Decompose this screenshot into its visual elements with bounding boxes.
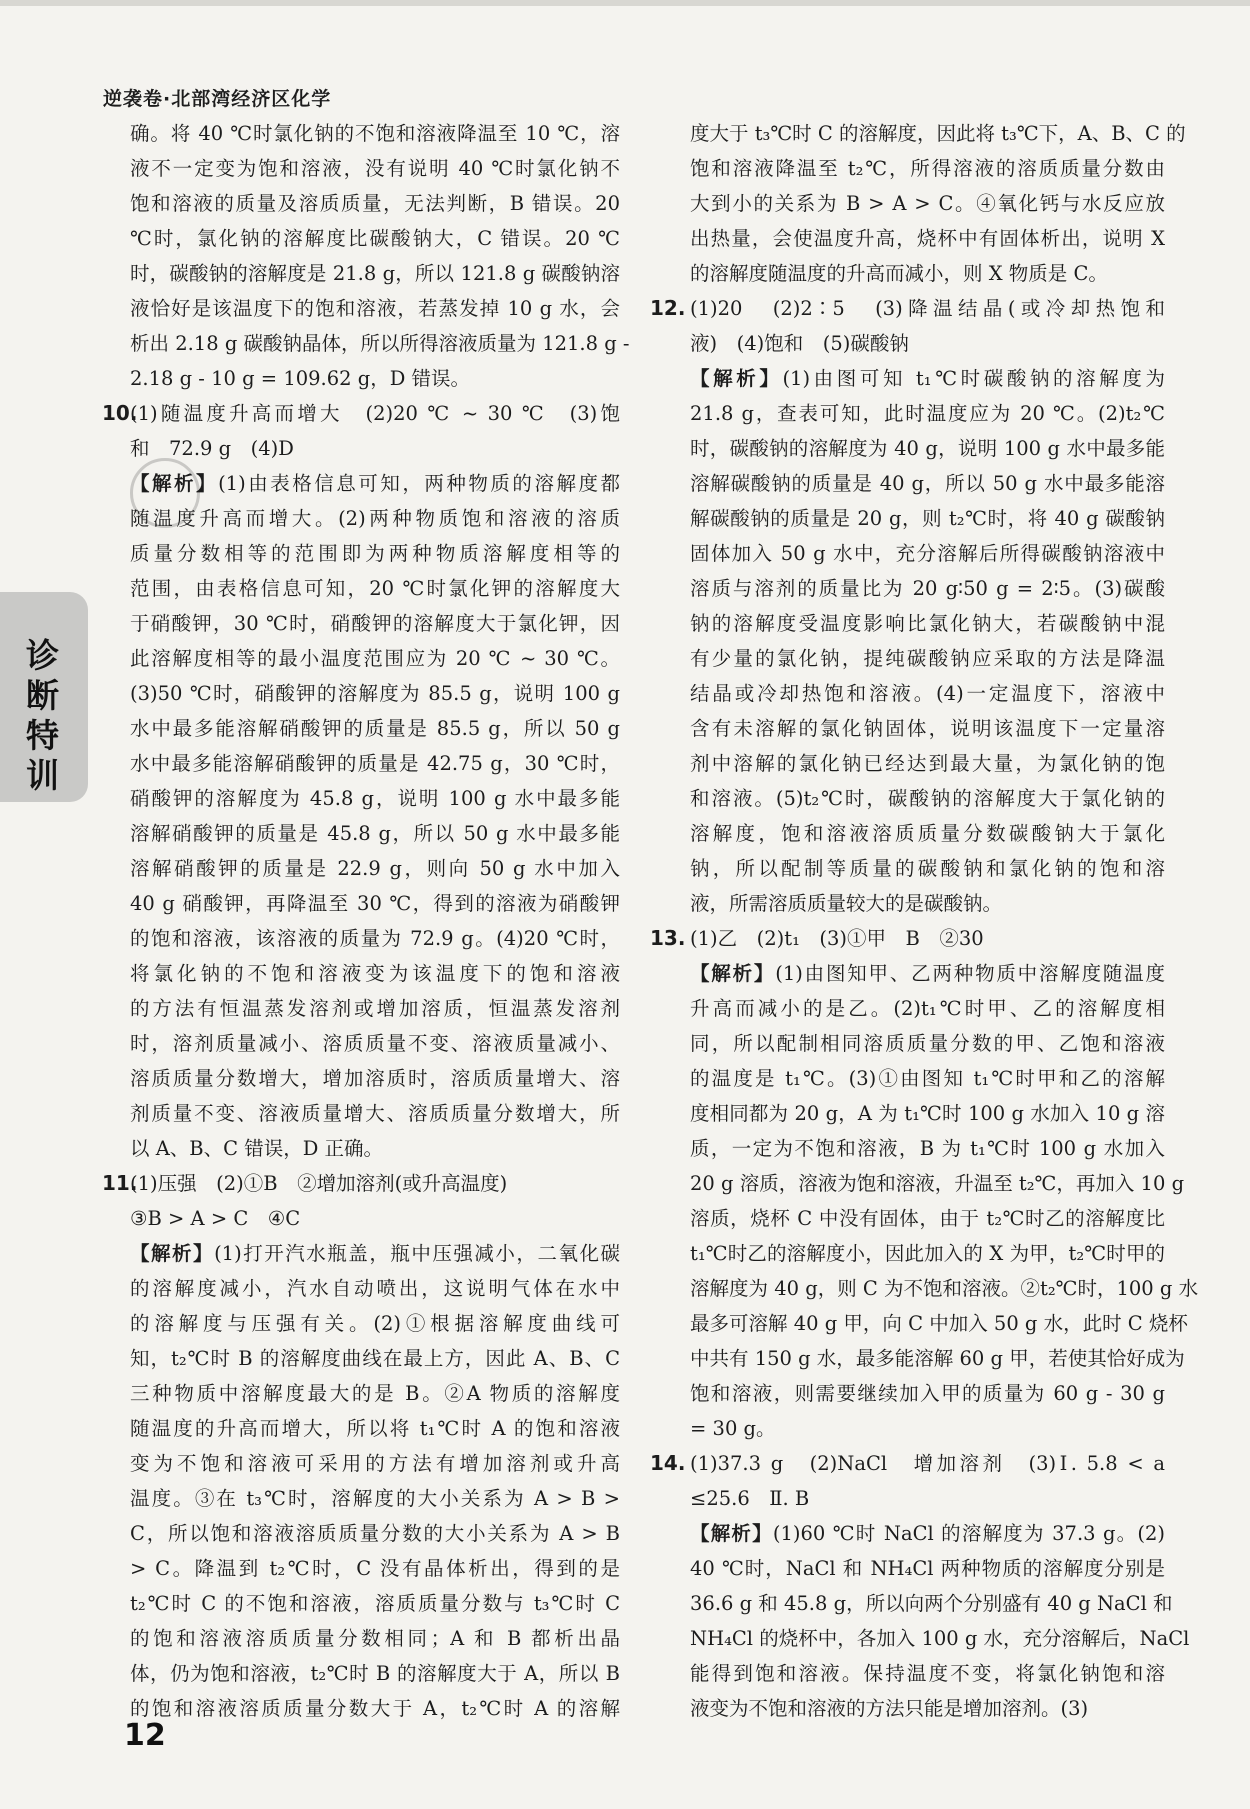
line-text: 钠，所以配制等质量的碳酸钠和氯化钠的饱和溶 xyxy=(690,857,1165,880)
line-text: 同，所以配制相同溶质质量分数的甲、乙饱和溶液 xyxy=(690,1032,1165,1055)
line-text: 结晶或冷却热饱和溶液。(4)一定温度下，溶液中 xyxy=(690,682,1165,705)
line-text: 将氯化钠的不饱和溶液变为该温度下的饱和溶液 xyxy=(130,962,620,985)
line-text: > C。降温到 t₂℃时，C 没有晶体析出，得到的是 xyxy=(130,1557,620,1580)
text-line xyxy=(690,1201,1165,1236)
text-line xyxy=(690,886,1165,921)
text-line xyxy=(690,186,1165,221)
analysis-label: 【解析】 xyxy=(690,367,783,390)
question-number: 11. xyxy=(102,1171,138,1195)
line-text: 中共有 150 g 水，最多能溶解 60 g 甲，若使其恰好成为 xyxy=(690,1347,1185,1370)
line-text: 质，一定为不饱和溶液，B 为 t₁℃时 100 g 水加入 xyxy=(690,1137,1165,1160)
text-line xyxy=(690,1026,1165,1061)
line-text: 溶解硝酸钾的质量是 45.8 g，所以 50 g 水中最多能 xyxy=(130,822,620,845)
text-line xyxy=(690,1341,1185,1376)
text-line xyxy=(690,956,1165,991)
text-line xyxy=(130,466,620,501)
line-text: (1)由图可知 t₁℃时碳酸钠的溶解度为 xyxy=(782,367,1165,390)
line-text: 升高而减小的是乙。(2)t₁℃时甲、乙的溶解度相 xyxy=(690,997,1165,1020)
line-text: 的饱和溶液溶质质量分数大于 A，t₂℃时 A 的溶解 xyxy=(130,1697,620,1720)
text-line xyxy=(690,606,1165,641)
analysis-label: 【解析】 xyxy=(130,1242,215,1265)
text-line xyxy=(130,921,620,956)
line-text: 饱和溶液的质量及溶质质量，无法判断，B 错误。20 xyxy=(130,192,620,215)
text-line xyxy=(690,1551,1165,1586)
text-line xyxy=(130,221,620,256)
text-line xyxy=(690,1061,1165,1096)
line-text: 的溶解度与压强有关。(2)①根据溶解度曲线可 xyxy=(130,1312,620,1335)
text-line xyxy=(130,1096,620,1131)
text-line xyxy=(130,1481,620,1516)
text-line xyxy=(650,921,1165,956)
text-line xyxy=(690,1656,1165,1691)
line-text: 饱和溶液，则需要继续加入甲的质量为 60 g - 30 g xyxy=(690,1382,1165,1405)
analysis-label: 【解析】 xyxy=(690,962,776,985)
text-line xyxy=(690,1166,1185,1201)
text-line xyxy=(690,1481,1165,1516)
line-text: 大到小的关系为 B > A > C。④氧化钙与水反应放 xyxy=(690,192,1165,215)
text-line xyxy=(690,816,1165,851)
text-line xyxy=(130,851,620,886)
line-text: 40 ℃时，NaCl 和 NH₄Cl 两种物质的溶解度分别是 xyxy=(690,1557,1165,1580)
line-text: t₁℃时乙的溶解度小，因此加入的 X 为甲，t₂℃时甲的 xyxy=(690,1242,1165,1265)
line-text: 液) (4)饱和 (5)碳酸钠 xyxy=(690,332,909,355)
line-text: 溶质质量分数增大，增加溶质时，溶质质量增大、溶 xyxy=(130,1067,620,1090)
line-text: 时，溶剂质量减小、溶质质量不变、溶液质量减小、 xyxy=(130,1032,620,1055)
text-line xyxy=(690,571,1165,606)
line-text: 度大于 t₃℃时 C 的溶解度，因此将 t₃℃下，A、B、C 的 xyxy=(690,122,1186,145)
text-line xyxy=(690,711,1165,746)
right-column xyxy=(650,116,1199,1726)
text-line xyxy=(130,1376,620,1411)
text-line xyxy=(130,816,620,851)
text-line xyxy=(690,256,1165,291)
line-text: (1)随温度升高而增大 (2)20 ℃ ~ 30 ℃ (3)饱 xyxy=(130,402,620,425)
line-text: (1)乙 (2)t₁ (3)①甲 B ②30 xyxy=(690,927,984,950)
text-line xyxy=(690,641,1165,676)
text-line xyxy=(130,1446,620,1481)
text-line xyxy=(130,501,620,536)
line-text: (1)60 ℃时 NaCl 的溶解度为 37.3 g。(2) xyxy=(772,1522,1165,1545)
text-line xyxy=(130,326,630,361)
text-line xyxy=(130,1061,620,1096)
line-text: 水中最多能溶解硝酸钾的质量是 42.75 g，30 ℃时， xyxy=(130,752,620,775)
question-number: 10. xyxy=(102,401,138,425)
line-text: (1)由表格信息可知，两种物质的溶解度都 xyxy=(218,472,620,495)
question-number: 12. xyxy=(650,296,686,320)
text-line xyxy=(130,956,620,991)
question-number: 13. xyxy=(650,926,686,950)
line-text: 20 g 溶质，溶液为饱和溶液，升温至 t₂℃，再加入 10 g xyxy=(690,1172,1185,1195)
text-line xyxy=(690,431,1165,466)
text-line xyxy=(690,361,1165,396)
text-line xyxy=(690,1621,1190,1656)
line-text: 和溶液。(5)t₂℃时，碳酸钠的溶解度大于氯化钠的 xyxy=(690,787,1165,810)
line-text: 钠的溶解度受温度影响比氯化钠大，若碳酸钠中混 xyxy=(690,612,1165,635)
text-line xyxy=(130,1026,620,1061)
line-text: C，所以饱和溶液溶质质量分数的大小关系为 A > B xyxy=(130,1522,620,1545)
text-line xyxy=(130,1621,620,1656)
text-line xyxy=(690,151,1165,186)
analysis-label: 【解析】 xyxy=(130,472,219,495)
text-line xyxy=(130,746,620,781)
line-text: 有少量的氯化钠，提纯碳酸钠应采取的方法是降温 xyxy=(690,647,1165,670)
text-line xyxy=(130,1201,620,1236)
text-line xyxy=(130,711,620,746)
analysis-label: 【解析】 xyxy=(690,1522,773,1545)
line-text: NH₄Cl 的烧杯中，各加入 100 g 水，充分溶解后，NaCl xyxy=(690,1627,1190,1650)
text-line xyxy=(130,1551,620,1586)
line-text: 的溶解度减小，汽水自动喷出，这说明气体在水中 xyxy=(130,1277,620,1300)
line-text: 36.6 g 和 45.8 g，所以向两个分别盛有 40 g NaCl 和 xyxy=(690,1592,1173,1615)
side-tab xyxy=(0,592,88,802)
line-text: t₂℃时 C 的不饱和溶液，溶质质量分数与 t₃℃时 C xyxy=(130,1592,620,1615)
text-line xyxy=(690,1586,1173,1621)
text-line xyxy=(130,606,620,641)
left-column xyxy=(102,116,630,1726)
line-text: 此溶解度相等的最小温度范围应为 20 ℃ ~ 30 ℃。 xyxy=(130,647,620,670)
line-text: 的溶解度随温度的升高而减小，则 X 物质是 C。 xyxy=(690,262,1108,285)
text-line xyxy=(130,1306,620,1341)
text-line xyxy=(690,536,1165,571)
line-text: 溶解硝酸钾的质量是 22.9 g，则向 50 g 水中加入 xyxy=(130,857,620,880)
line-text: (1)由图知甲、乙两种物质中溶解度随温度 xyxy=(775,962,1165,985)
text-line xyxy=(690,1236,1165,1271)
line-text: 最多可溶解 40 g 甲，向 C 中加入 50 g 水，此时 C 烧杯 xyxy=(690,1312,1188,1335)
text-line xyxy=(690,1271,1199,1306)
line-text: 溶解度，饱和溶液溶质质量分数碳酸钠大于氯化 xyxy=(690,822,1165,845)
line-text: 出热量，会使温度升高，烧杯中有固体析出，说明 X xyxy=(690,227,1165,250)
text-line xyxy=(130,1516,620,1551)
line-text: 液不一定变为饱和溶液，没有说明 40 ℃时氯化钠不 xyxy=(130,157,620,180)
line-text: 液，所需溶质质量较大的是碳酸钠。 xyxy=(690,892,1003,915)
text-line xyxy=(690,1306,1188,1341)
line-text: 40 g 硝酸钾，再降温至 30 ℃，得到的溶液为硝酸钾 xyxy=(130,892,620,915)
text-line xyxy=(130,1271,620,1306)
question-number: 14. xyxy=(650,1451,686,1475)
text-line xyxy=(130,1586,620,1621)
text-line xyxy=(690,781,1165,816)
text-line xyxy=(130,1411,620,1446)
line-text: 溶解度为 40 g，则 C 为不饱和溶液。②t₂℃时，100 g 水 xyxy=(690,1277,1199,1300)
line-text: 解碳酸钠的质量是 20 g，则 t₂℃时，将 40 g 碳酸钠 xyxy=(690,507,1165,530)
text-line xyxy=(130,361,620,396)
line-text: 饱和溶液降温至 t₂℃，所得溶液的溶质质量分数由 xyxy=(690,157,1165,180)
text-line xyxy=(130,641,620,676)
line-text: 和 72.9 g (4)D xyxy=(130,437,294,460)
line-text: 以 A、B、C 错误，D 正确。 xyxy=(130,1137,384,1160)
text-line xyxy=(130,1341,620,1376)
line-text: = 30 g。 xyxy=(690,1417,776,1440)
line-text: 液变为不饱和溶液的方法只能是增加溶剂。(3) xyxy=(690,1697,1089,1720)
line-text: 度相同都为 20 g，A 为 t₁℃时 100 g 水加入 10 g 溶 xyxy=(690,1102,1165,1125)
text-line xyxy=(690,1131,1165,1166)
text-line xyxy=(130,886,620,921)
text-line xyxy=(130,1656,620,1691)
line-text: 随温度的升高而增大，所以将 t₁℃时 A 的饱和溶液 xyxy=(130,1417,620,1440)
line-text: 的温度是 t₁℃。(3)①由图知 t₁℃时甲和乙的溶解 xyxy=(690,1067,1165,1090)
line-text: 变为不饱和溶液可采用的方法有增加溶剂或升高 xyxy=(130,1452,620,1475)
line-text: 确。将 40 ℃时氯化钠的不饱和溶液降温至 10 ℃，溶 xyxy=(130,122,620,145)
text-line xyxy=(690,1516,1165,1551)
line-text: 硝酸钾的溶解度为 45.8 g，说明 100 g 水中最多能 xyxy=(130,787,620,810)
text-line xyxy=(690,1411,1165,1446)
text-line xyxy=(690,466,1165,501)
text-line xyxy=(690,501,1165,536)
text-line xyxy=(130,676,620,711)
text-line xyxy=(690,1376,1165,1411)
text-line xyxy=(650,1446,1165,1481)
line-text: 含有未溶解的氯化钠固体，说明该温度下一定量溶 xyxy=(690,717,1165,740)
line-text: 范围，由表格信息可知，20 ℃时氯化钾的溶解度大 xyxy=(130,577,620,600)
line-text: (1)压强 (2)①B ②增加溶剂(或升高温度) xyxy=(130,1172,508,1195)
line-text: ℃时，氯化钠的溶解度比碳酸钠大，C 错误。20 ℃ xyxy=(130,227,620,250)
top-edge xyxy=(0,0,1250,6)
line-text: 液恰好是该温度下的饱和溶液，若蒸发掉 10 g 水，会 xyxy=(130,297,620,320)
text-line xyxy=(130,151,620,186)
line-text: (1)打开汽水瓶盖，瓶中压强减小，二氧化碳 xyxy=(214,1242,620,1265)
text-line xyxy=(690,991,1165,1026)
text-line xyxy=(130,571,620,606)
line-text: 时，碳酸钠的溶解度为 40 g，说明 100 g 水中最多能 xyxy=(690,437,1165,460)
line-text: 剂中溶解的氯化钠已经达到最大量，为氯化钠的饱 xyxy=(690,752,1165,775)
line-text: ③B > A > C ④C xyxy=(130,1207,301,1230)
line-text: 剂质量不变、溶液质量增大、溶质质量分数增大，所 xyxy=(130,1102,620,1125)
text-line xyxy=(690,221,1165,256)
text-line xyxy=(102,1166,620,1201)
text-line xyxy=(130,1131,620,1166)
text-line xyxy=(690,851,1165,886)
line-text: 于硝酸钾，30 ℃时，硝酸钾的溶解度大于氯化钾，因 xyxy=(130,612,620,635)
text-line xyxy=(690,396,1165,431)
line-text: (3)50 ℃时，硝酸钾的溶解度为 85.5 g，说明 100 g xyxy=(130,682,620,705)
line-text: 析出 2.18 g 碳酸钠晶体，所以所得溶液质量为 121.8 g - xyxy=(130,332,630,355)
line-text: 水中最多能溶解硝酸钾的质量是 85.5 g，所以 50 g xyxy=(130,717,620,740)
line-text: 2.18 g - 10 g = 109.62 g，D 错误。 xyxy=(130,367,471,390)
line-text: 溶解碳酸钠的质量是 40 g，所以 50 g 水中最多能溶 xyxy=(690,472,1165,495)
text-line xyxy=(130,186,620,221)
text-line xyxy=(690,326,1165,361)
text-line xyxy=(690,1691,1165,1726)
text-line xyxy=(690,746,1165,781)
text-line xyxy=(130,781,620,816)
text-line xyxy=(130,256,620,291)
line-text: (1)37.3 g (2)NaCl 增加溶剂 (3)Ⅰ. 5.8 < a xyxy=(690,1452,1165,1475)
line-text: 21.8 g，查表可知，此时温度应为 20 ℃。(2)t₂℃ xyxy=(690,402,1165,425)
line-text: (1)20 (2)2∶5 (3)降温结晶(或冷却热饱和 xyxy=(690,297,1165,320)
line-text: 能得到饱和溶液。保持温度不变，将氯化钠饱和溶 xyxy=(690,1662,1165,1685)
line-text: 知，t₂℃时 B 的溶解度曲线在最上方，因此 A、B、C xyxy=(130,1347,620,1370)
line-text: 固体加入 50 g 水中，充分溶解后所得碳酸钠溶液中 xyxy=(690,542,1165,565)
text-line xyxy=(130,991,620,1026)
text-line xyxy=(130,1236,620,1271)
running-header: 逆袭卷·北部湾经济区化学 xyxy=(103,88,332,110)
line-text: 的饱和溶液，该溶液的质量为 72.9 g。(4)20 ℃时， xyxy=(130,927,620,950)
text-line xyxy=(130,431,620,466)
line-text: 随温度升高而增大。(2)两种物质饱和溶液的溶质 xyxy=(130,507,620,530)
text-line xyxy=(690,676,1165,711)
line-text: 体，仍为饱和溶液，t₂℃时 B 的溶解度大于 A，所以 B xyxy=(130,1662,620,1685)
side-tab-label: 诊断特训 xyxy=(26,636,59,795)
line-text: 三种物质中溶解度最大的是 B。②A 物质的溶解度 xyxy=(130,1382,620,1405)
text-line xyxy=(130,116,620,151)
text-line xyxy=(102,396,620,431)
line-text: 质量分数相等的范围即为两种物质溶解度相等的 xyxy=(130,542,620,565)
page-number: 12 xyxy=(124,1718,166,1753)
line-text: 的饱和溶液溶质质量分数相同；A 和 B 都析出晶 xyxy=(130,1627,620,1650)
line-text: ≤25.6 Ⅱ. B xyxy=(690,1487,810,1510)
text-line xyxy=(130,291,620,326)
line-text: 溶质，烧杯 C 中没有固体，由于 t₂℃时乙的溶解度比 xyxy=(690,1207,1165,1230)
text-line xyxy=(130,536,620,571)
line-text: 时，碳酸钠的溶解度是 21.8 g，所以 121.8 g 碳酸钠溶 xyxy=(130,262,620,285)
line-text: 溶质与溶剂的质量比为 20 g∶50 g = 2∶5。(3)碳酸 xyxy=(690,577,1165,600)
text-line xyxy=(690,116,1186,151)
text-line xyxy=(690,1096,1165,1131)
text-line xyxy=(650,291,1165,326)
line-text: 的方法有恒温蒸发溶剂或增加溶质，恒温蒸发溶剂 xyxy=(130,997,620,1020)
text-line xyxy=(130,1691,620,1726)
line-text: 温度。③在 t₃℃时，溶解度的大小关系为 A > B > xyxy=(130,1487,620,1510)
